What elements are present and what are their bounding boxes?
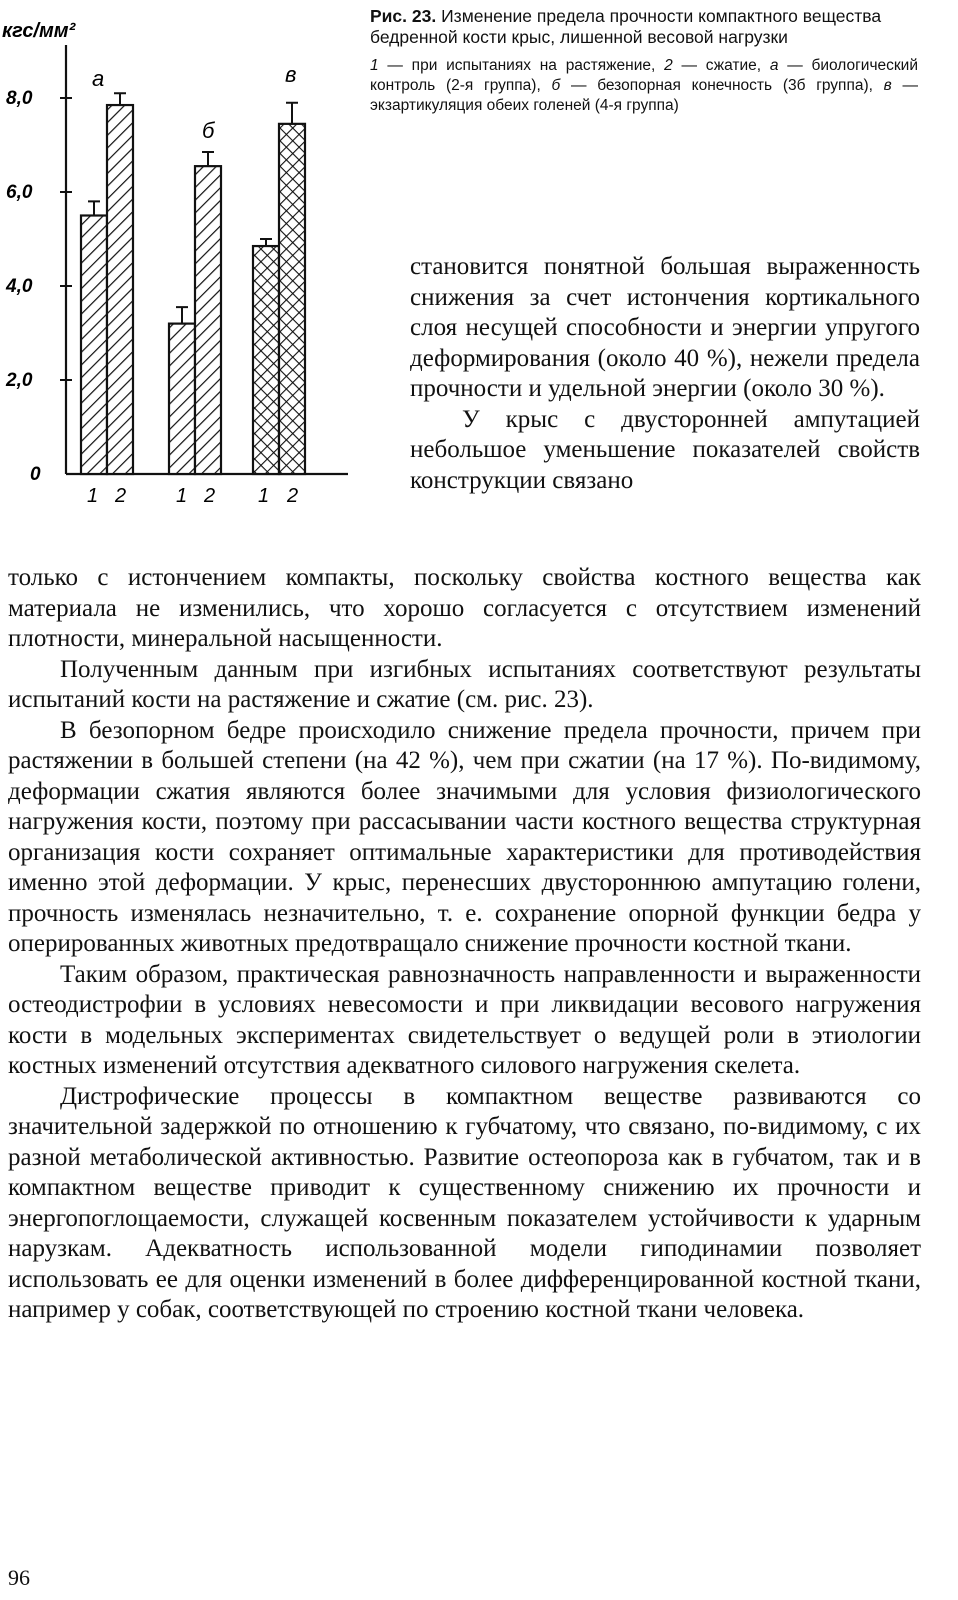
y-tick-label: 2,0 bbox=[6, 370, 33, 391]
bar-label: 1 bbox=[87, 485, 99, 507]
bar-label: 2 bbox=[287, 485, 299, 507]
legend-b-letter: б bbox=[551, 77, 561, 94]
legend-a-text: — биологический контроль (2-я группа), bbox=[370, 57, 918, 94]
chart-canvas bbox=[0, 0, 360, 530]
error-bar-б-2 bbox=[202, 152, 214, 166]
bar-в-2 bbox=[279, 124, 305, 474]
caption-label: Рис. 23. bbox=[370, 6, 437, 26]
y-tick-label: 0 bbox=[30, 464, 41, 485]
legend-v-letter: в bbox=[883, 77, 892, 94]
group-label-b: б bbox=[202, 118, 215, 143]
paragraph-side-1: становится понятной большая выраженность снижения за счет истончения кортикального слоя несущей способности и энергии упругого деформирования (около 40 %), нежели предела прочности и удельной энергии (около 30 %). bbox=[410, 253, 920, 402]
legend-a-letter: а bbox=[769, 57, 779, 74]
caption-title-block bbox=[370, 6, 918, 48]
bar-а-2 bbox=[107, 105, 133, 474]
error-bar-в-2 bbox=[286, 103, 298, 124]
paragraph-3: Полученным данным при изгибных испытаниях соответствуют результаты испытаний кости на растяжение и сжатие (см. рис. 23). bbox=[8, 655, 921, 713]
bars bbox=[60, 93, 305, 474]
legend-2-text: — сжатие, bbox=[681, 57, 762, 74]
y-tick-label: 6,0 bbox=[6, 182, 33, 203]
legend-1-text: — при испытаниях на растяжение, bbox=[387, 57, 656, 74]
paragraph-side-2: У крыс с двусторонней ампутацией небольшое уменьшение показателей свойств конструкции связано bbox=[410, 405, 920, 494]
bar-label: 2 bbox=[204, 485, 216, 507]
bar-label: 1 bbox=[258, 485, 270, 507]
error-bar-а-2 bbox=[114, 93, 126, 105]
side-text-column bbox=[410, 252, 920, 496]
legend-1-num: 1 bbox=[370, 57, 379, 74]
figure-23-bar-chart bbox=[0, 0, 360, 530]
bar-в-1 bbox=[253, 246, 279, 474]
legend-2-num: 2 bbox=[664, 57, 673, 74]
page-number: 96 bbox=[8, 1565, 30, 1590]
bar-б-1 bbox=[169, 324, 195, 474]
y-ticks bbox=[5, 88, 41, 485]
caption-legend bbox=[370, 56, 918, 116]
group-label-v: в bbox=[285, 62, 297, 87]
paragraph-6: Дистрофические процессы в компактном веществе развиваются со значительной задержкой по отношению к губчатому, что связано, по-видимому, с их разной метаболической активностью. Развитие остеопороза как в губчатом, так и в компактном веществе приводит к существенному снижению их прочности и энергопоглощаемости, служащей косвенным показателем устойчивости к ударным нарузкам. Адекватность использованной модели гиподинамии позволяет использовать ее для оценки изменений в более дифференцированной костной ткани, например у собак, соответствующей по строению костной ткани человека. bbox=[8, 1082, 921, 1323]
group-label-a: а bbox=[92, 66, 105, 91]
error-bar-а-1 bbox=[88, 201, 100, 215]
main-text-column bbox=[8, 563, 921, 1326]
y-tick-label: 4,0 bbox=[6, 276, 33, 297]
bar-label: 2 bbox=[115, 485, 127, 507]
bar-labels bbox=[87, 485, 298, 507]
figure-caption bbox=[370, 6, 918, 116]
bar-а-1 bbox=[81, 216, 107, 475]
legend-v-text: — экзартикуляция обеих голеней (4-я группа) bbox=[370, 77, 918, 114]
bar-label: 1 bbox=[176, 485, 188, 507]
paragraph-5: Таким образом, практическая равнозначность направленности и выраженности остеодистрофии в условиях невесомости и при ликвидации весового нагружения кости в модельных экспериментах свидетельствует о ведущей роли в этиологии костных изменений отсутствия адекватного силового нагружения скелета. bbox=[8, 960, 921, 1079]
paragraph-4: В безопорном бедре происходило снижение предела прочности, причем при растяжении в большей степени (на 42 %), чем при сжатии (на 17 %). По-видимому, деформации сжатия являются более значимыми для условия физиологического нагружения кости, поэтому при рассасывании части костного вещества структурная организация кости сохраняет оптимальные характеристики для противодействия именно этой деформации. У крыс, перенесших двустороннюю ампутацию голени, прочность изменялась незначительно, т. е. сохранение опорной функции бедра у оперированных животных предотвращало снижение прочности костной ткани. bbox=[8, 716, 921, 957]
paragraph-continued: только с истончением компакты, поскольку свойства костного вещества как материала не изменились, что хорошо согласуется с отсутствием изменений плотности, минеральной насыщенности. bbox=[8, 564, 921, 652]
caption-title: Изменение предела прочности компактного вещества бедренной кости крыс, лишенной весовой нагрузки bbox=[370, 6, 882, 47]
bar-б-2 bbox=[195, 166, 221, 474]
legend-b-text: — безопорная конечность (3б группа), bbox=[570, 77, 873, 94]
error-bar-б-1 bbox=[176, 307, 188, 323]
y-axis-label: кгс/мм² bbox=[2, 20, 76, 42]
y-tick-label: 8,0 bbox=[6, 88, 33, 109]
